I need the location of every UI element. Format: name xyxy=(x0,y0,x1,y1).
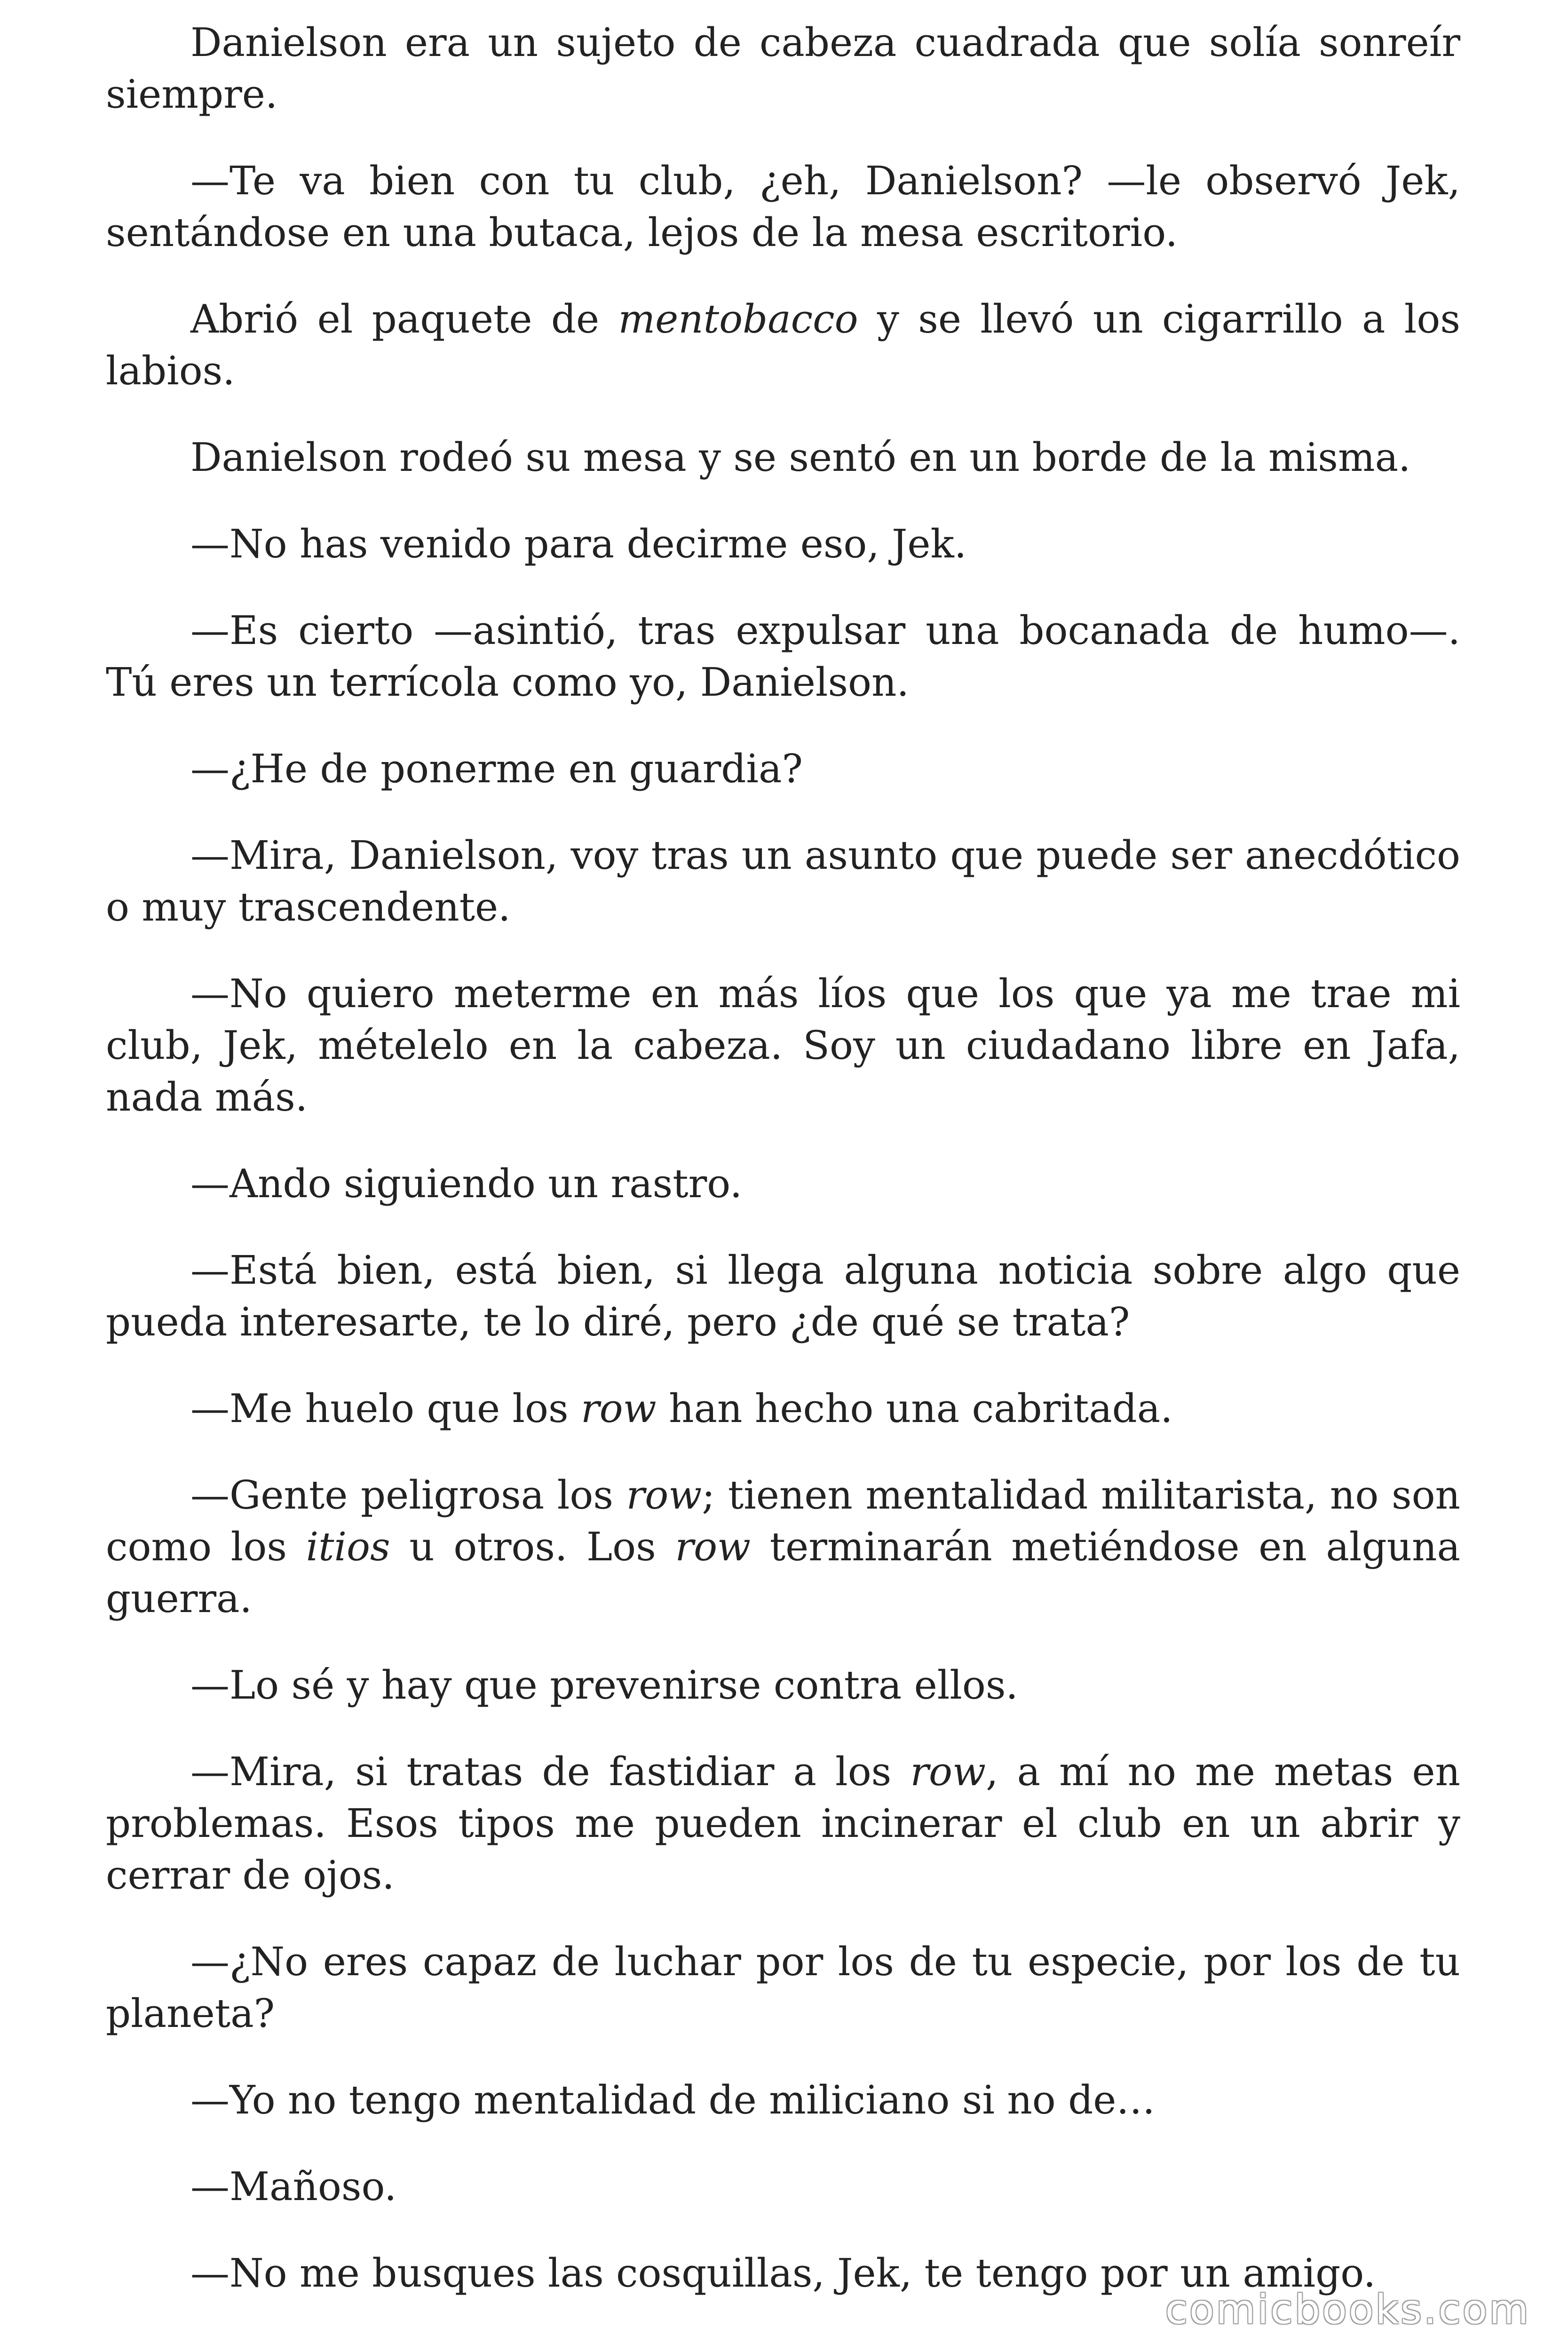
italic-term: row xyxy=(626,1472,702,1518)
paragraph xyxy=(106,432,1460,484)
paragraph-text: —No quiero meterme en más líos que los que ya me trae mi club, Jek, mételelo en la cabeza. Soy un ciudadano libre en Jafa, nada más. xyxy=(106,971,1460,1120)
paragraph xyxy=(106,2161,1460,2213)
paragraph xyxy=(106,1660,1460,1711)
paragraph-text: —Me huelo que los xyxy=(190,1386,581,1431)
paragraph xyxy=(106,2074,1460,2126)
italic-term: row xyxy=(581,1386,657,1431)
paragraph xyxy=(106,17,1460,120)
paragraph-text: han hecho una cabritada. xyxy=(656,1386,1173,1431)
paragraph-text: terminarán metiéndose en alguna guerra. xyxy=(106,1524,1460,1621)
paragraph xyxy=(106,743,1460,795)
paragraph-text: —No has venido para decirme eso, Jek. xyxy=(190,521,967,567)
italic-term: itios xyxy=(306,1524,390,1570)
paragraph-text: —Está bien, está bien, si llega alguna noticia sobre algo que pueda interesarte, te lo diré, pero ¿de qué se trata? xyxy=(106,1248,1460,1345)
paragraph-text: —Gente peligrosa los xyxy=(190,1472,626,1518)
paragraph-text: —Mañoso. xyxy=(190,2164,397,2209)
paragraph-text: , a mí no me metas en problemas. Esos tipos me pueden incinerar el club en un abrir y cerrar de ojos. xyxy=(106,1749,1460,1898)
paragraph-text: —Lo sé y hay que prevenirse contra ellos. xyxy=(190,1662,1018,1708)
paragraph-text: —Te va bien con tu club, ¿eh, Danielson? —le observó Jek, sentándose en una butaca, lejos de la mesa escritorio. xyxy=(106,158,1460,255)
paragraph xyxy=(106,968,1460,1123)
paragraph-text: ; tienen mentalidad militarista, no son como los xyxy=(106,1472,1461,1570)
watermark: comicbooks.com xyxy=(1165,2286,1530,2333)
paragraph-text: —¿No eres capaz de luchar por los de tu especie, por los de tu planeta? xyxy=(106,1939,1460,2036)
paragraph xyxy=(106,1245,1460,1348)
paragraph-text: —Ando siguiendo un rastro. xyxy=(190,1161,743,1207)
italic-term: mentobacco xyxy=(618,296,858,342)
paragraph xyxy=(106,1746,1460,1901)
italic-term: row xyxy=(910,1749,986,1795)
italic-term: row xyxy=(675,1524,751,1570)
paragraph-text: —Mira, si tratas de fastidiar a los xyxy=(190,1749,911,1795)
paragraph xyxy=(106,1936,1460,2040)
paragraph xyxy=(106,1470,1460,1625)
paragraph-text: —¿He de ponerme en guardia? xyxy=(190,746,803,792)
paragraph-text: u otros. Los xyxy=(390,1524,675,1570)
paragraph-text: Danielson era un sujeto de cabeza cuadrada que solía sonreír siempre. xyxy=(106,20,1460,117)
text-column xyxy=(106,17,1460,2334)
paragraph-text: —Mira, Danielson, voy tras un asunto que puede ser anecdótico o muy trascendente. xyxy=(106,833,1460,930)
paragraph-text: —Es cierto —asintió, tras expulsar una bocanada de humo—. Tú eres un terrícola como yo, Danielson. xyxy=(106,608,1460,705)
paragraph-text: —No me busques las cosquillas, Jek, te tengo por un amigo. xyxy=(190,2250,1376,2296)
paragraph xyxy=(106,1158,1460,1210)
paragraph xyxy=(106,294,1460,397)
paragraph xyxy=(106,155,1460,259)
paragraph xyxy=(106,1383,1460,1435)
paragraph xyxy=(106,518,1460,570)
paragraph xyxy=(106,830,1460,933)
paragraph-text: y se llevó un cigarrillo a los labios. xyxy=(106,296,1460,394)
paragraph-text: Abrió el paquete de xyxy=(190,296,618,342)
paragraph-text: —Yo no tengo mentalidad de miliciano si no de… xyxy=(190,2077,1156,2123)
paragraph xyxy=(106,605,1460,708)
paragraph-text: Danielson rodeó su mesa y se sentó en un borde de la misma. xyxy=(190,435,1411,480)
